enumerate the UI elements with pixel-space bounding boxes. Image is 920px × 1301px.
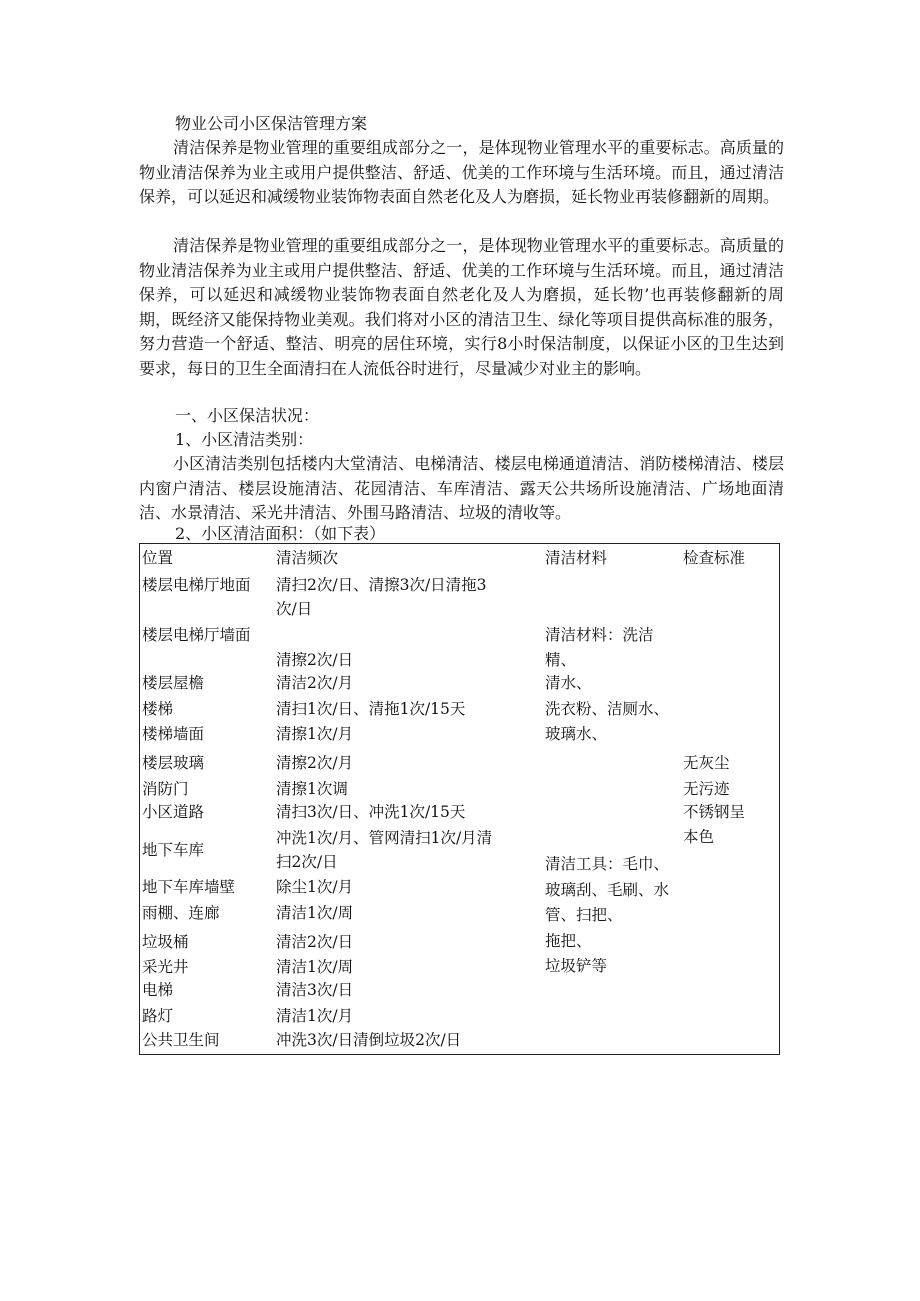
row-frequency: 冲洗1次/月、管网清扫1次/月清 — [276, 829, 493, 847]
row-position: 公共卫生间 — [142, 1031, 220, 1049]
row-frequency: 清擦2次/日 — [276, 651, 354, 669]
row-frequency: 清扫1次/日、清拖1次/15天 — [276, 700, 466, 718]
row-position: 采光井 — [142, 958, 189, 976]
row-frequency: 清洁3次/日 — [276, 981, 354, 999]
header-standard: 检查标准 — [683, 549, 746, 567]
row-position: 电梯 — [142, 981, 174, 999]
header-frequency: 清洁频次 — [276, 549, 339, 567]
tools-text: 垃圾铲等 — [545, 957, 608, 975]
tools-text: 玻璃刮、毛刷、水 — [545, 881, 670, 899]
intro-paragraph-1: 清洁保养是物业管理的重要组成部分之一，是体现物业管理水平的重要标志。高质量的物业清洁保养为业主或用户提供整洁、舒适、优美的工作环境与生活环境。而且，通过清洁保养，可以延迟和减缓物业装饰物表面自然老化及人为磨损，延长物业再装修翻新的周期。 — [139, 138, 784, 206]
row-position: 楼层电梯厅地面 — [142, 576, 251, 594]
materials-text: 玻璃水、 — [545, 725, 608, 743]
categories-paragraph: 小区清洁类别包括楼内大堂清洁、电梯清洁、楼层电梯通道清洁、消防楼梯清洁、楼层内窗户清洁、楼层设施清洁、花园清洁、车库清洁、露天公共场所设施清洁、广场地面清洁、水景清洁、采光井清洁、外围马路清洁、垃圾的清收等。 — [139, 454, 784, 522]
row-frequency: 清洁1次/周 — [276, 958, 354, 976]
row-frequency: 清擦1次调 — [276, 780, 348, 798]
section-heading: 一、小区保洁状况： — [175, 406, 320, 425]
intro-paragraph-2: 清洁保养是物业管理的重要组成部分之一，是体现物业管理水平的重要标志。高质量的物业清洁保养为业主或用户提供整洁、舒适、优美的工作环境与生活环境。而且，通过清洁保养，可以延迟和减缓物业装饰物表面自然老化及人为磨损，延长物’也再装修翻新的周期，既经济又能保持物业美观。我们将对小区的清洁卫生、绿化等项目提供高标准的服务，努力营造一个舒适、整洁、明亮的居住环境，实行8小时保洁制度，以保证小区的卫生达到要求，每日的卫生全面清扫在人流低谷时进行，尽量减少对业主的影响。 — [139, 236, 784, 378]
row-position: 楼梯墙面 — [142, 725, 205, 743]
materials-text: 精、 — [545, 651, 577, 669]
row-position: 楼层玻璃 — [142, 754, 205, 772]
row-frequency: 次/日 — [276, 600, 313, 618]
row-frequency: 清洁1次/月 — [276, 1007, 354, 1025]
row-frequency: 清洁2次/日 — [276, 933, 354, 951]
tools-text: 清洁工具：毛巾、 — [545, 855, 670, 873]
materials-text: 清水、 — [545, 674, 592, 692]
row-frequency: 扫2次/日 — [276, 853, 338, 871]
document-title: 物业公司小区保洁管理方案 — [175, 114, 368, 133]
row-position: 小区道路 — [142, 803, 205, 821]
row-position: 地下车库 — [142, 841, 205, 859]
row-frequency: 清擦1次/月 — [276, 725, 354, 743]
tools-text: 拖把、 — [545, 932, 592, 950]
row-position: 地下车库墙壁 — [142, 878, 236, 896]
cleaning-schedule-table — [139, 543, 780, 1055]
row-position: 消防门 — [142, 780, 189, 798]
subsection-heading-categories: 1、小区清洁类别： — [175, 430, 314, 449]
row-frequency: 除尘1次/月 — [276, 878, 354, 896]
header-position: 位置 — [142, 549, 174, 567]
standard-text: 无污迹 — [683, 780, 730, 798]
subsection-heading-area: 2、小区清洁面积：（如下表） — [175, 524, 386, 543]
row-frequency: 清洁2次/月 — [276, 674, 354, 692]
standard-text: 无灰尘 — [683, 754, 730, 772]
row-position: 路灯 — [142, 1007, 174, 1025]
tools-text: 管、扫把、 — [545, 906, 623, 924]
row-frequency: 清擦2次/月 — [276, 754, 354, 772]
row-position: 楼层屋檐 — [142, 674, 205, 692]
materials-text: 清洁材料：洗洁 — [545, 626, 654, 644]
row-position: 楼层电梯厅墙面 — [142, 626, 251, 644]
standard-text: 不锈钢呈 — [683, 803, 746, 821]
materials-text: 洗衣粉、洁厕水、 — [545, 700, 670, 718]
row-position: 垃圾桶 — [142, 933, 189, 951]
row-frequency: 清扫2次/日、清擦3次/日清拖3 — [276, 576, 487, 594]
row-frequency: 冲洗3次/日清倒垃圾2次/日 — [276, 1031, 462, 1049]
standard-text: 本色 — [683, 828, 715, 846]
row-frequency: 清扫3次/日、冲洗1次/15天 — [276, 803, 466, 821]
row-position: 楼梯 — [142, 700, 174, 718]
header-materials: 清洁材料 — [545, 549, 608, 567]
row-frequency: 清洁1次/周 — [276, 904, 354, 922]
row-position: 雨棚、连廊 — [142, 904, 220, 922]
